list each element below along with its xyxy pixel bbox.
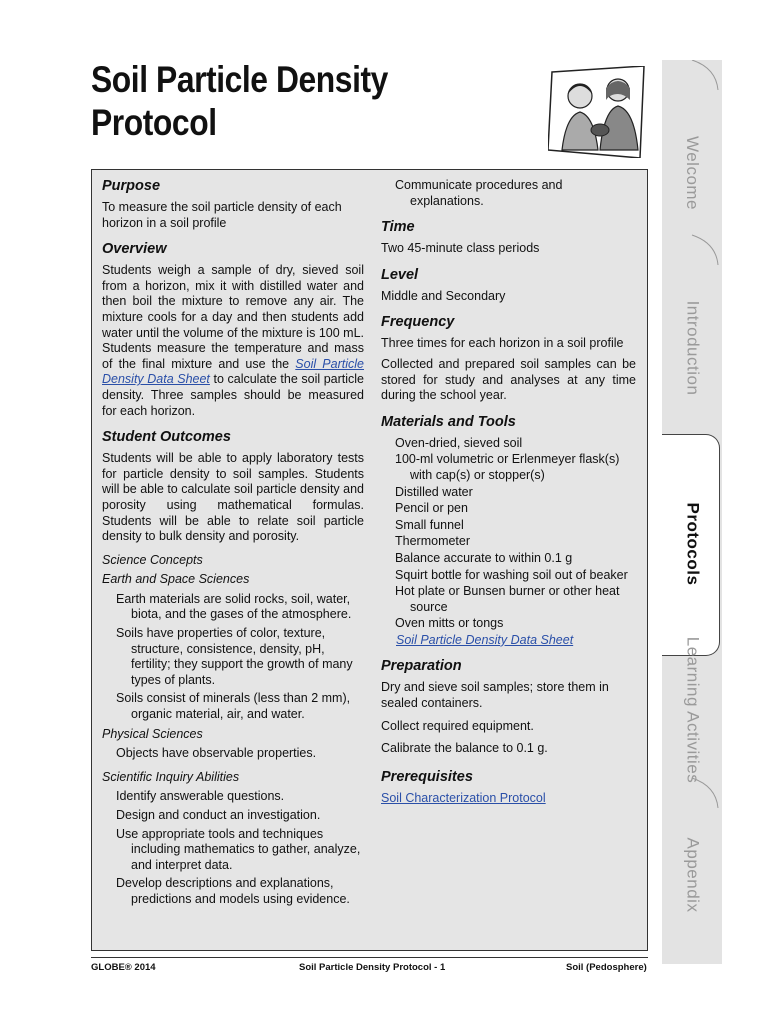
footer-rule — [91, 957, 648, 958]
section-tabs — [662, 60, 722, 964]
material-item — [381, 633, 636, 649]
tab-learning-activities[interactable]: Learning Activities — [683, 636, 702, 784]
material-item: Oven-dried, sieved soil — [395, 435, 523, 450]
soil-characterization-link[interactable]: Soil Characterization Protocol — [381, 790, 546, 805]
material-item: Thermometer — [395, 534, 471, 549]
materials-heading: Materials and Tools — [381, 413, 516, 430]
preparation-text: Calibrate the balance to 0.1 g. — [381, 741, 548, 756]
list-item: Soils consist of minerals (less than 2 mm), organic material, air, and water. — [116, 691, 351, 722]
prerequisites-text — [381, 791, 636, 807]
material-item: Small funnel — [395, 517, 464, 532]
list-item: Soils have properties of color, texture, structure, consistence, density, pH, fertility; they support the growth of many types of plants. — [116, 626, 353, 687]
tab-protocols[interactable]: Protocols — [683, 502, 702, 586]
title-line-1: Soil Particle Density — [91, 59, 388, 100]
list-item: Communicate procedures and explanations. — [395, 178, 563, 208]
tab-welcome[interactable]: Welcome — [683, 135, 703, 210]
prerequisites-heading: Prerequisites — [381, 768, 473, 785]
preparation-heading: Preparation — [381, 658, 462, 675]
right-column — [381, 174, 636, 811]
footer-left: GLOBE® 2014 — [91, 962, 156, 973]
level-heading: Level — [381, 266, 419, 283]
preparation-text: Collect required equipment. — [381, 718, 534, 733]
list-item: Objects have observable properties. — [116, 746, 317, 761]
time-text: Two 45-minute class periods — [381, 241, 540, 256]
purpose-text: To measure the soil particle density of each horizon in a soil profile — [102, 200, 342, 230]
page-title — [91, 58, 452, 144]
level-text: Middle and Secondary — [381, 288, 506, 303]
materials-data-sheet-link[interactable]: Soil Particle Density Data Sheet — [396, 632, 574, 647]
tab-appendix[interactable]: Appendix — [683, 837, 703, 913]
list-item: Earth materials are solid rocks, soil, water, biota, and the gases of the atmosphere. — [116, 591, 352, 622]
material-item: Hot plate or Bunsen burner or other heat source — [395, 584, 620, 614]
frequency-heading: Frequency — [381, 314, 455, 331]
list-item: Develop descriptions and explanations, predictions and models using evidence. — [116, 876, 350, 906]
list-item: Design and conduct an investigation. — [116, 808, 321, 822]
footer-right: Soil (Pedosphere) — [566, 962, 647, 973]
footer-center: Soil Particle Density Protocol - 1 — [299, 962, 446, 973]
frequency-note: Collected and prepared soil samples can be stored for study and analyses at any time during the school year. — [381, 356, 636, 403]
overview-data-sheet-link[interactable]: Soil Particle Density Data Sheet — [102, 356, 364, 387]
material-item: Pencil or pen — [395, 501, 468, 516]
list-item: Identify answerable questions. — [116, 789, 285, 804]
list-item: Use appropriate tools and techniques including mathematics to gather, analyze, and interpret data. — [116, 826, 361, 872]
tab-introduction[interactable]: Introduction — [683, 300, 702, 395]
material-item: Distilled water — [395, 484, 473, 499]
frequency-text: Three times for each horizon in a soil profile — [381, 336, 624, 351]
preparation-text: Dry and sieve soil samples; store them in sealed containers. — [381, 680, 609, 711]
science-concepts-label: Science Concepts — [102, 552, 203, 567]
inquiry-label: Scientific Inquiry Abilities — [102, 769, 240, 784]
material-item: Squirt bottle for washing soil out of beaker — [395, 567, 628, 582]
physical-sciences-label: Physical Sciences — [102, 726, 203, 741]
content-box — [91, 169, 648, 951]
outcomes-text: Students will be able to apply laboratory tests for particle density to soil samples. Students will be able to calculate soil particle density and porosity using mathematical formulas. Students will be able to relate soil particle density to bulk density and porosity. — [102, 451, 364, 544]
purpose-heading: Purpose — [102, 178, 161, 194]
title-line-2: Protocol — [91, 102, 217, 143]
outcomes-heading: Student Outcomes — [102, 429, 231, 446]
time-heading: Time — [381, 219, 415, 236]
students-illustration — [548, 66, 646, 158]
material-item: Balance accurate to within 0.1 g — [395, 550, 573, 565]
earth-space-label: Earth and Space Sciences — [102, 572, 250, 587]
material-item: Oven mitts or tongs — [395, 616, 504, 631]
material-item: 100-ml volumetric or Erlenmeyer flask(s) with cap(s) or stopper(s) — [395, 452, 620, 482]
left-column — [102, 174, 364, 911]
overview-text: Students weigh a sample of dry, sieved soil from a horizon, mix it with distilled water and then boil the mixture to remove any air. The mixture cools for a day and then students add water until the volume of the mixture is 100 mL. Students measure the temperature and mass of the final mixture and use the Soil Particle Density Data Sheet to calculate the soil particle density. Three samples should be measured for each horizon. — [102, 263, 364, 418]
overview-heading: Overview — [102, 241, 167, 258]
